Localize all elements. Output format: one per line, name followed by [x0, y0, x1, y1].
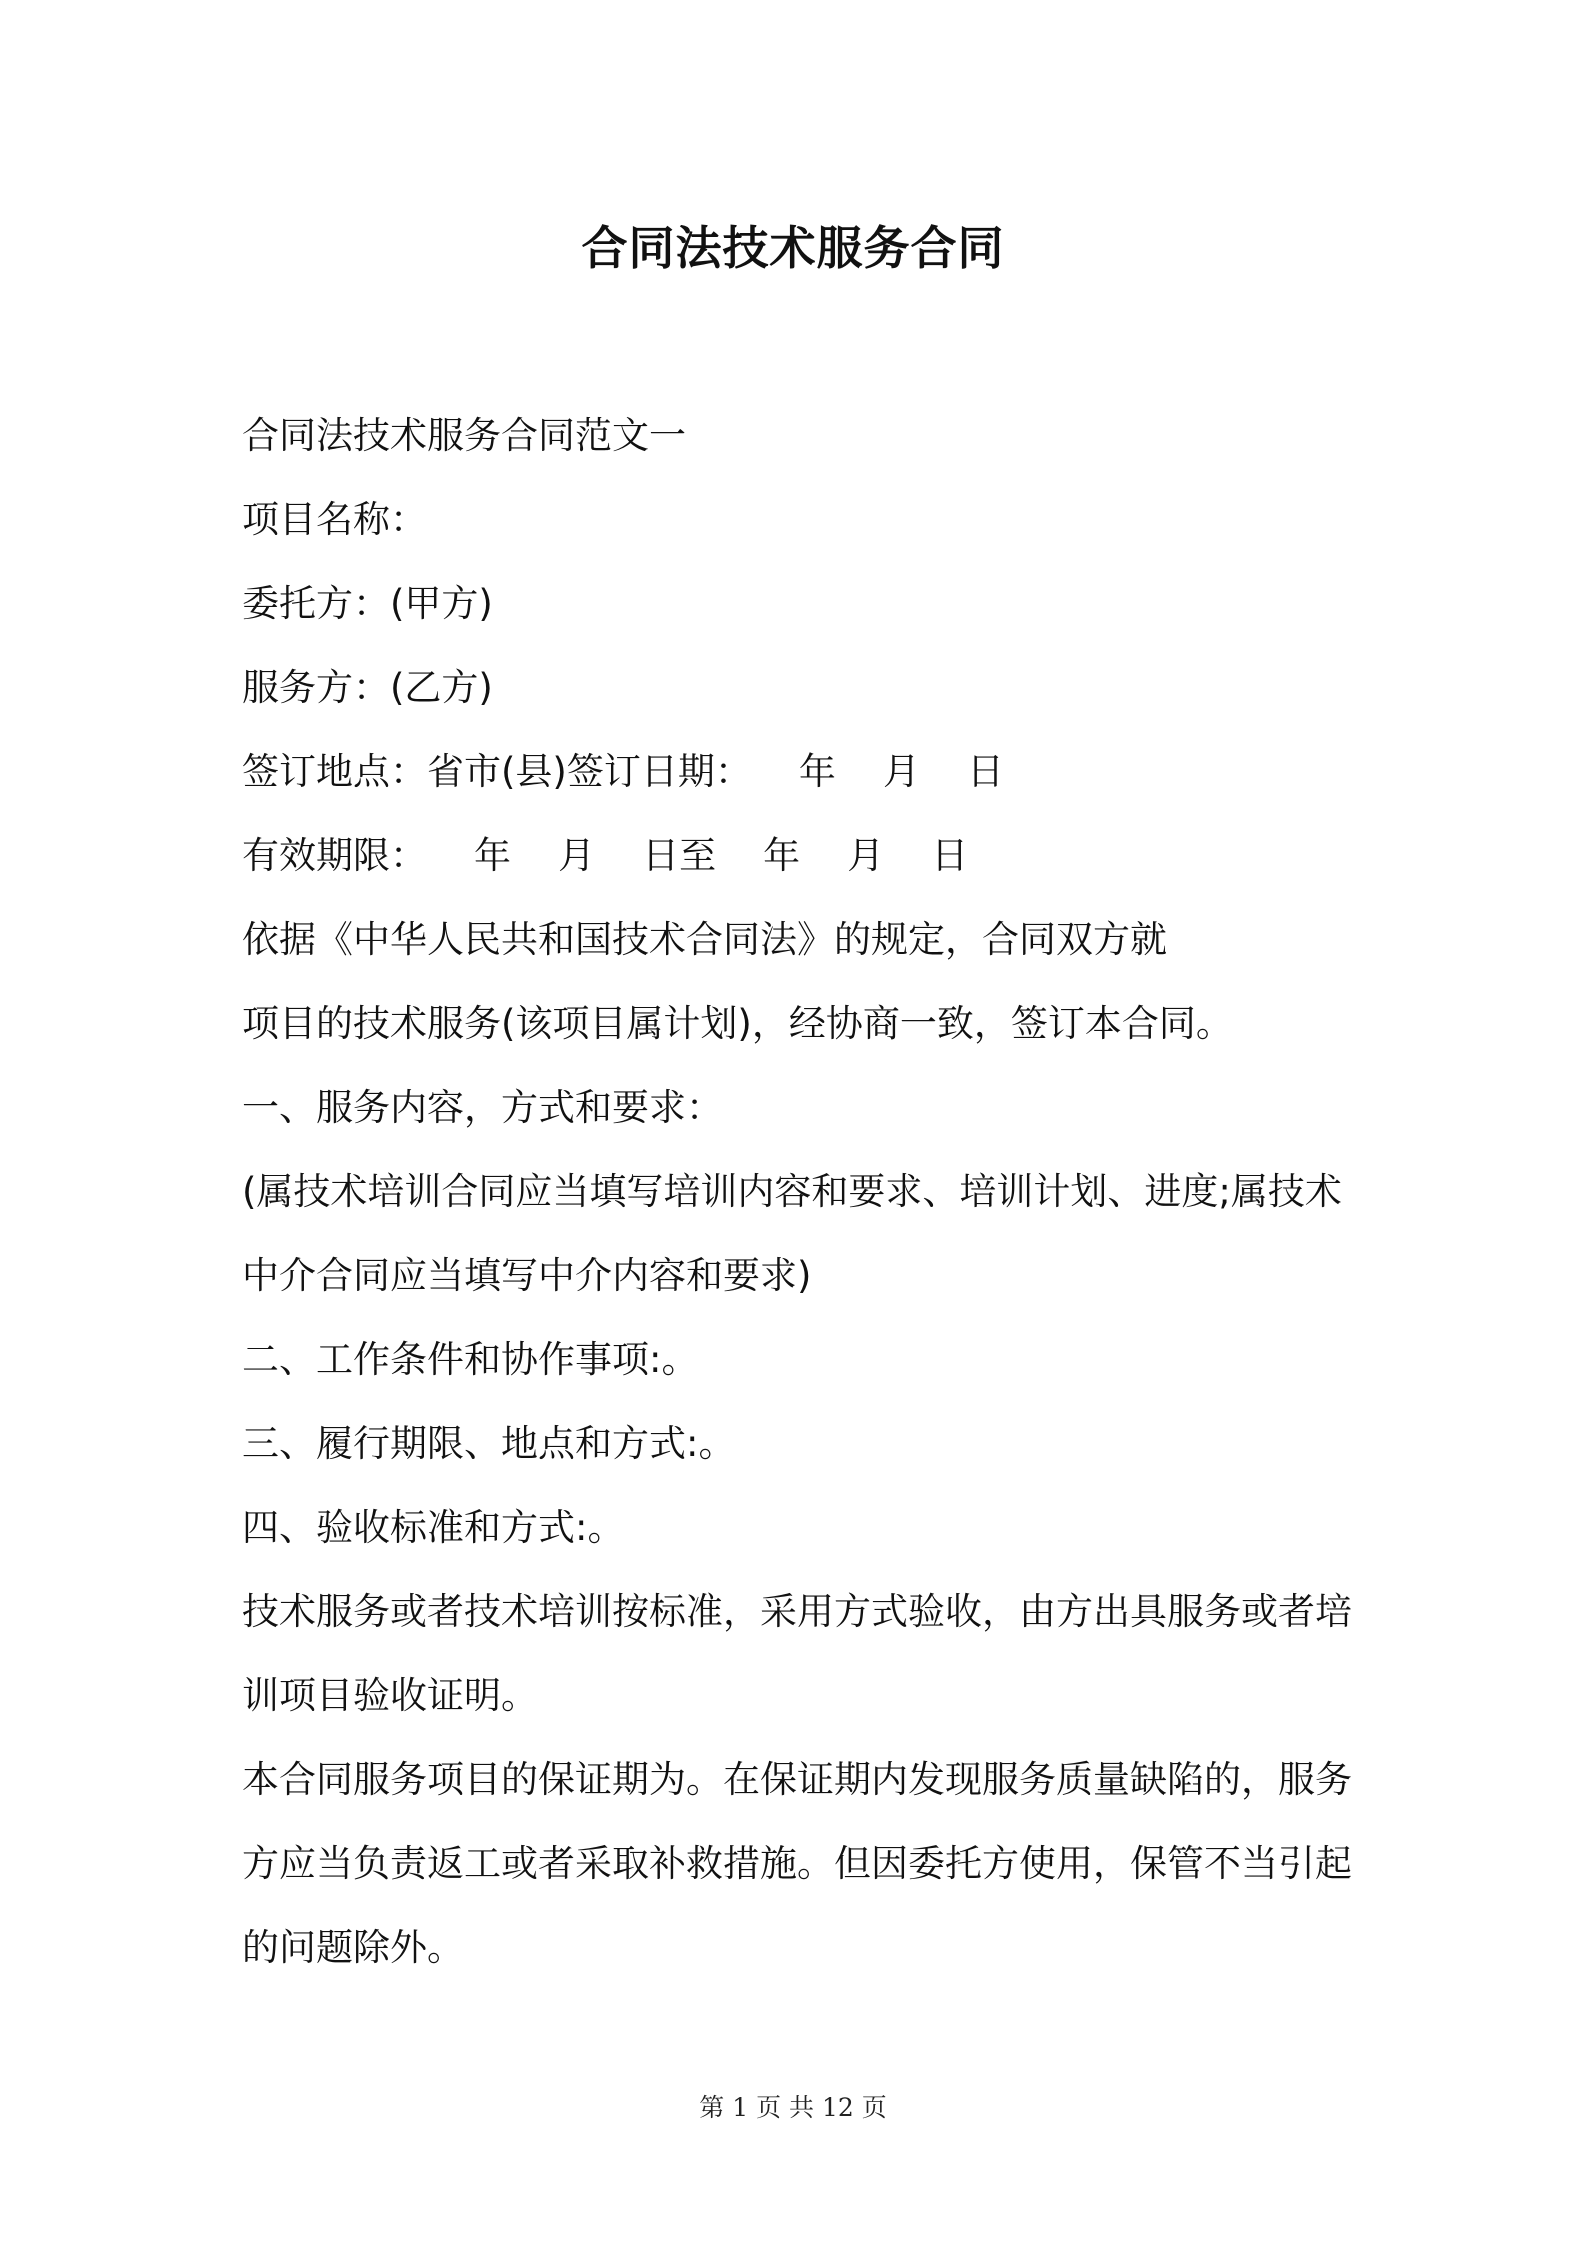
body-line: 依据《中华人民共和国技术合同法》的规定，合同双方就 [242, 918, 1167, 961]
body-line: 三、履行期限、地点和方式:。 [242, 1422, 736, 1465]
body-line: 中介合同应当填写中介内容和要求) [242, 1254, 812, 1297]
body-line: 项目名称： [242, 498, 427, 541]
page-number-footer: 第 1 页 共 12 页 [699, 2093, 887, 2122]
body-line: 委托方：(甲方) [242, 582, 493, 625]
body-line: 有效期限： 年 月 日至 年 月 日 [242, 834, 969, 877]
body-line: 一、服务内容，方式和要求： [242, 1086, 723, 1129]
body-line: 二、工作条件和协作事项:。 [242, 1338, 699, 1381]
body-line: (属技术培训合同应当填写培训内容和要求、培训计划、进度;属技术 [242, 1170, 1342, 1213]
document-body [242, 408, 1362, 2004]
body-line: 本合同服务项目的保证期为。在保证期内发现服务质量缺陷的，服务 [242, 1758, 1352, 1801]
body-line: 服务方：(乙方) [242, 666, 493, 709]
body-line: 训项目验收证明。 [242, 1674, 538, 1717]
body-line: 的问题除外。 [242, 1926, 464, 1969]
body-line: 技术服务或者技术培训按标准，采用方式验收，由方出具服务或者培 [242, 1590, 1352, 1633]
body-line: 方应当负责返工或者采取补救措施。但因委托方使用，保管不当引起 [242, 1842, 1352, 1885]
body-line: 签订地点：省市(县)签订日期： 年 月 日 [242, 750, 1005, 793]
body-line: 项目的技术服务(该项目属计划)，经协商一致，签订本合同。 [242, 1002, 1233, 1045]
document-title: 合同法技术服务合同 [581, 221, 1005, 275]
body-line: 合同法技术服务合同范文一 [242, 414, 686, 457]
body-line: 四、验收标准和方式:。 [242, 1506, 625, 1549]
